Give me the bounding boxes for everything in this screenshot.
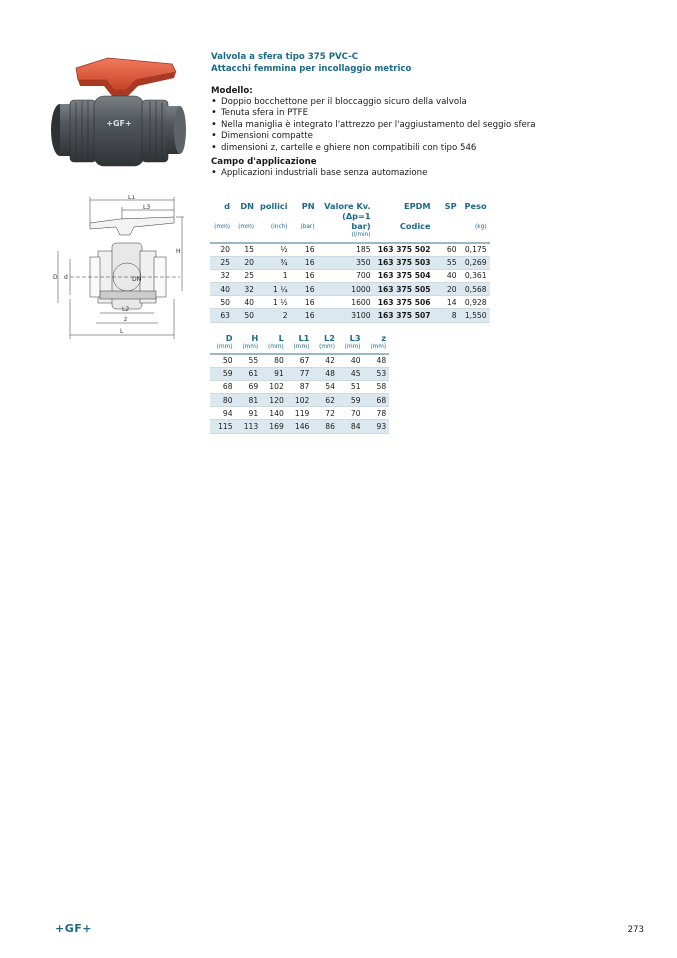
table-cell: 53 — [364, 367, 390, 380]
table-row — [210, 407, 389, 420]
header-peso: Peso — [464, 201, 487, 211]
label-H: H — [176, 248, 181, 255]
table-cell: 3100 — [318, 309, 374, 322]
table-cell: 0,568 — [460, 283, 490, 296]
header-codice: Codice — [399, 221, 431, 231]
table-cell: 146 — [287, 420, 313, 433]
header-l2: L2 — [324, 333, 335, 343]
table-cell: 63 — [210, 309, 233, 322]
table-row — [210, 283, 490, 296]
table-cell: 50 — [210, 354, 236, 367]
header-epdm: EPDM — [404, 201, 431, 211]
unit-d: (mm) — [214, 224, 230, 230]
table-cell: 163 375 506 — [374, 296, 434, 309]
table-cell: 58 — [364, 380, 390, 393]
header-d: d — [224, 201, 230, 211]
list-item: • Tenuta sfera in PTFE — [211, 108, 631, 119]
table-row — [210, 380, 389, 393]
table-cell: 25 — [233, 269, 257, 282]
unit-l2: (mm) — [319, 344, 335, 350]
table-cell: 48 — [364, 354, 390, 367]
table-cell: 2 — [257, 309, 291, 322]
table-cell: 78 — [364, 407, 390, 420]
table-row — [210, 269, 490, 282]
table-cell: 16 — [291, 269, 318, 282]
table-cell: 119 — [287, 407, 313, 420]
table-row — [210, 296, 490, 309]
dimensions-table — [210, 333, 389, 434]
table-cell: 87 — [287, 380, 313, 393]
table-cell: 20 — [210, 243, 233, 256]
table-cell: 86 — [312, 420, 338, 433]
table-cell: 62 — [312, 394, 338, 407]
list-item: • Nella maniglia è integrato l'attrezzo per l'aggiustamento del seggio sfera — [211, 120, 631, 131]
header-kv-2: (Δp=1 bar) — [342, 211, 371, 231]
table-cell: 40 — [338, 354, 364, 367]
header-l: L — [278, 333, 284, 343]
page-number: 273 — [627, 925, 644, 935]
table-cell: 80 — [261, 354, 287, 367]
gf-logo: +GF+ — [55, 922, 92, 935]
table-cell: ¾ — [257, 256, 291, 269]
unit-kv: (l/min) — [351, 232, 371, 238]
header-pollici: pollici — [260, 201, 288, 211]
label-L: L — [120, 328, 124, 335]
table-cell: 77 — [287, 367, 313, 380]
table-cell: ½ — [257, 243, 291, 256]
table-cell: 68 — [364, 394, 390, 407]
table-cell: 32 — [210, 269, 233, 282]
table-row — [210, 309, 490, 322]
table-row — [210, 354, 389, 367]
label-L2: L2 — [122, 306, 130, 313]
table-cell: 163 375 503 — [374, 256, 434, 269]
table-cell: 55 — [236, 354, 262, 367]
table-cell: 91 — [236, 407, 262, 420]
table-cell: 40 — [434, 269, 460, 282]
table-cell: 0,361 — [460, 269, 490, 282]
list-item: • Applicazioni industriali base senza automazione — [211, 168, 631, 179]
table-cell: 163 375 505 — [374, 283, 434, 296]
label-L1: L1 — [128, 195, 136, 201]
valve-photo — [48, 50, 188, 175]
table-cell: 350 — [318, 256, 374, 269]
product-table — [210, 201, 490, 323]
table-cell: 48 — [312, 367, 338, 380]
table-cell: 81 — [236, 394, 262, 407]
table-cell: 115 — [210, 420, 236, 433]
product-title: Valvola a sfera tipo 375 PVC-C — [211, 52, 359, 62]
table-cell: 120 — [261, 394, 287, 407]
unit-h: (mm) — [242, 344, 259, 350]
label-D: D — [53, 274, 58, 281]
table-cell: 40 — [210, 283, 233, 296]
label-DN: DN — [132, 276, 142, 283]
table-cell: 8 — [434, 309, 460, 322]
table-cell: 72 — [312, 407, 338, 420]
unit-pn: (bar) — [300, 224, 315, 230]
table-cell: 0,175 — [460, 243, 490, 256]
table-cell: 113 — [236, 420, 262, 433]
table-cell: 45 — [338, 367, 364, 380]
table-cell: 16 — [291, 243, 318, 256]
table-cell: 68 — [210, 380, 236, 393]
table-row — [210, 420, 389, 433]
table-cell: 102 — [287, 394, 313, 407]
table-cell: 14 — [434, 296, 460, 309]
table-cell: 55 — [434, 256, 460, 269]
unit-pollici: (inch) — [270, 224, 288, 230]
unit-l3: (mm) — [344, 344, 361, 350]
campo-heading: Campo d'applicazione — [211, 157, 317, 168]
table-cell: 102 — [261, 380, 287, 393]
list-item: • Dimensioni compatte — [211, 131, 631, 142]
header-h: H — [251, 333, 259, 343]
label-z: z — [124, 316, 128, 323]
table-row — [210, 256, 490, 269]
table-cell: 54 — [312, 380, 338, 393]
table-cell: 50 — [233, 309, 257, 322]
header-pn: PN — [301, 201, 315, 211]
unit-sp — [434, 211, 460, 231]
table-cell: 51 — [338, 380, 364, 393]
table-cell: 16 — [291, 256, 318, 269]
table-cell: 94 — [210, 407, 236, 420]
table-cell: 42 — [312, 354, 338, 367]
table-cell: 60 — [434, 243, 460, 256]
table-cell: 40 — [233, 296, 257, 309]
table-row — [210, 394, 389, 407]
table-cell: 16 — [291, 283, 318, 296]
table-cell: 59 — [338, 394, 364, 407]
table-cell: 16 — [291, 309, 318, 322]
table-cell: 700 — [318, 269, 374, 282]
table-cell: 70 — [338, 407, 364, 420]
header-sp: SP — [444, 201, 457, 211]
table-cell: 93 — [364, 420, 390, 433]
table-cell: 15 — [233, 243, 257, 256]
table-cell: 163 375 504 — [374, 269, 434, 282]
header-kv: Valore Kv. — [324, 201, 371, 211]
table-cell: 84 — [338, 420, 364, 433]
table-cell: 61 — [236, 367, 262, 380]
description-block — [211, 52, 631, 179]
header-l1: L1 — [298, 333, 310, 343]
table-cell: 20 — [434, 283, 460, 296]
table-cell: 1600 — [318, 296, 374, 309]
unit-l1: (mm) — [293, 344, 310, 350]
technical-drawing — [50, 195, 190, 345]
unit-z: (mm) — [370, 344, 387, 350]
table-cell: 163 375 507 — [374, 309, 434, 322]
campo-list — [211, 168, 631, 179]
table-cell: 169 — [261, 420, 287, 433]
table-cell: 25 — [210, 256, 233, 269]
table-cell: 69 — [236, 380, 262, 393]
table-cell: 32 — [233, 283, 257, 296]
table-cell: 91 — [261, 367, 287, 380]
table-cell: 1,550 — [460, 309, 490, 322]
table-cell: 140 — [261, 407, 287, 420]
table-cell: 1000 — [318, 283, 374, 296]
table-cell: 59 — [210, 367, 236, 380]
table-cell: 185 — [318, 243, 374, 256]
photo-logo: +GF+ — [106, 119, 132, 128]
table-cell: 0,928 — [460, 296, 490, 309]
modello-heading: Modello: — [211, 86, 253, 96]
table-cell: 67 — [287, 354, 313, 367]
list-item: • dimensioni z, cartelle e ghiere non compatibili con tipo 546 — [211, 143, 631, 154]
table-cell: 0,269 — [460, 256, 490, 269]
modello-list — [211, 97, 631, 154]
table-row — [210, 367, 389, 380]
unit-d: (mm) — [216, 344, 233, 350]
header-d: D — [225, 333, 233, 343]
list-item: • Doppio bocchettone per il bloccaggio sicuro della valvola — [211, 97, 631, 108]
table-cell: 80 — [210, 394, 236, 407]
table-cell: 50 — [210, 296, 233, 309]
table-row — [210, 243, 490, 256]
unit-dn: (mm) — [238, 224, 254, 230]
table-cell: 16 — [291, 296, 318, 309]
unit-peso: (kg) — [475, 224, 487, 230]
table-cell: 1 ½ — [257, 296, 291, 309]
header-z: z — [381, 333, 387, 343]
label-d: d — [64, 274, 68, 281]
table-cell: 1 — [257, 269, 291, 282]
label-L3: L3 — [143, 204, 151, 211]
header-l3: L3 — [349, 333, 361, 343]
table-cell: 1 ¼ — [257, 283, 291, 296]
table-cell: 163 375 502 — [374, 243, 434, 256]
product-subtitle: Attacchi femmina per incollaggio metrico — [211, 63, 412, 74]
table-cell: 20 — [233, 256, 257, 269]
unit-l: (mm) — [267, 344, 284, 350]
header-dn: DN — [240, 201, 254, 211]
